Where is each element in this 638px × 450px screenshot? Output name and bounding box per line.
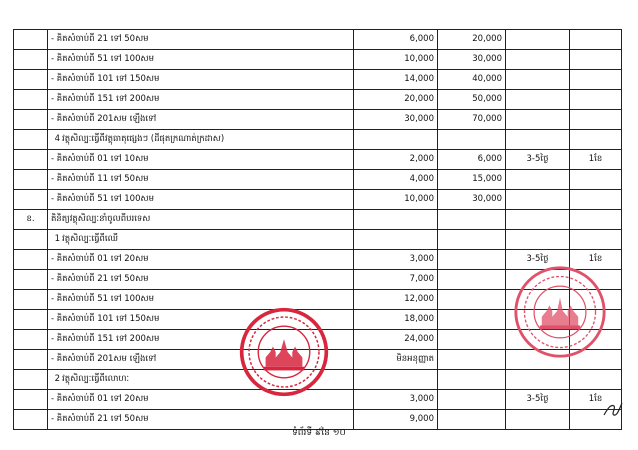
official-seal-icon: [236, 306, 332, 398]
row-index-cell: [14, 270, 48, 290]
validity-cell: [570, 190, 622, 210]
row-index-cell: [14, 310, 48, 330]
fee-amount-cell: 4,000: [354, 170, 438, 190]
duration-cell: [506, 130, 570, 150]
row-label-cell: - គិតសំចាប់ពី 201សម ឡើងទៅ: [48, 350, 354, 370]
table-row: [14, 170, 622, 190]
duration-cell: [506, 50, 570, 70]
duration-cell: [506, 230, 570, 250]
row-label-cell: តិនិត្យវត្ថុសិល្បៈនាំចូលពីបរទេស: [48, 210, 354, 230]
official-seal-icon: [510, 264, 610, 360]
page-footer: ទំព័រទី ៩នៃ ១០: [292, 428, 346, 438]
fee-amount-cell: [438, 290, 506, 310]
table-row: [14, 150, 622, 170]
duration-cell: [506, 70, 570, 90]
subheading-number: 4: [54, 134, 60, 145]
fee-amount-cell: [354, 130, 438, 150]
row-index-cell: [14, 150, 48, 170]
row-index-cell: [14, 250, 48, 270]
table-row: [14, 30, 622, 50]
fee-amount-cell: 30,000: [438, 50, 506, 70]
row-label-cell: - គិតសំចាប់ពី 01 ទៅ 20សម: [48, 390, 354, 410]
fee-amount-cell: [438, 350, 506, 370]
subheading-number: 2: [54, 374, 60, 385]
row-index-cell: [14, 230, 48, 250]
fee-amount-cell: [354, 230, 438, 250]
validity-cell: [570, 130, 622, 150]
validity-cell: [570, 70, 622, 90]
subheading-label: វត្ថុសិល្បៈធ្វើពីវត្ថុធាតុផ្សេងៗ (ដីផុតក្រណាត់ក្រដាស): [62, 134, 225, 145]
row-index-cell: [14, 50, 48, 70]
subheading-label: វត្ថុសិល្បៈធ្វើពីលោហៈ: [62, 374, 130, 385]
validity-cell: [570, 210, 622, 230]
row-index-cell: [14, 130, 48, 150]
row-index-cell: [14, 370, 48, 390]
table-row: [14, 190, 622, 210]
row-index-cell: ខ.: [14, 210, 48, 230]
fee-amount-cell: 10,000: [354, 190, 438, 210]
row-index-cell: [14, 290, 48, 310]
validity-cell: [570, 370, 622, 390]
duration-cell: [506, 190, 570, 210]
validity-cell: [570, 110, 622, 130]
row-label-cell: [48, 130, 354, 150]
validity-cell: [570, 90, 622, 110]
fee-amount-cell: [438, 210, 506, 230]
row-label-cell: - គិតសំចាប់ពី 01 ទៅ 20សម: [48, 250, 354, 270]
row-label-cell: [48, 230, 354, 250]
duration-cell: [506, 170, 570, 190]
fee-amount-cell: 20,000: [354, 90, 438, 110]
subheading-number: 1: [54, 234, 60, 245]
fee-amount-cell: 18,000: [354, 310, 438, 330]
fee-amount-cell: 30,000: [354, 110, 438, 130]
fee-amount-cell: 9,000: [354, 410, 438, 430]
fee-amount-cell: [438, 250, 506, 270]
row-label-cell: - គិតសំចាប់ពី 21 ទៅ 50សម: [48, 30, 354, 50]
fee-amount-cell: [354, 210, 438, 230]
row-label-cell: - គិតសំចាប់ពី 21 ទៅ 50សម: [48, 410, 354, 430]
row-index-cell: [14, 30, 48, 50]
validity-cell: 1ខែ: [570, 250, 622, 270]
row-index-cell: [14, 190, 48, 210]
fee-amount-cell: 14,000: [354, 70, 438, 90]
table-row: [14, 110, 622, 130]
fee-amount-cell: 10,000: [354, 50, 438, 70]
fee-amount-cell: 70,000: [438, 110, 506, 130]
fee-amount-cell: [438, 370, 506, 390]
row-index-cell: [14, 110, 48, 130]
fee-amount-cell: 2,000: [354, 150, 438, 170]
duration-cell: [506, 30, 570, 50]
fee-amount-cell: [438, 270, 506, 290]
fee-amount-cell: 12,000: [354, 290, 438, 310]
validity-cell: 1ខែ: [570, 150, 622, 170]
row-label-cell: - គិតសំចាប់ពី 151 ទៅ 200សម: [48, 330, 354, 350]
fee-amount-cell: [438, 310, 506, 330]
row-label-cell: - គិតសំចាប់ពី 51 ទៅ 100សម: [48, 50, 354, 70]
row-label-cell: - គិតសំចាប់ពី 51 ទៅ 100សម: [48, 190, 354, 210]
validity-cell: [570, 50, 622, 70]
duration-cell: 3-5ថ្ងៃ: [506, 250, 570, 270]
duration-cell: [506, 90, 570, 110]
table-row: [14, 70, 622, 90]
subheading-label: វត្ថុសិល្បៈធ្វើពីឈើ: [62, 234, 118, 245]
row-label-cell: - គិតសំចាប់ពី 101 ទៅ 150សម: [48, 70, 354, 90]
fee-amount-cell: 3,000: [354, 390, 438, 410]
table-row: [14, 210, 622, 230]
row-label-cell: - គិតសំចាប់ពី 101 ទៅ 150សម: [48, 310, 354, 330]
fee-amount-cell: [438, 130, 506, 150]
duration-cell: 3-5ថ្ងៃ: [506, 390, 570, 410]
row-index-cell: [14, 330, 48, 350]
validity-cell: [570, 230, 622, 250]
duration-cell: [506, 210, 570, 230]
fee-amount-cell: [438, 230, 506, 250]
validity-cell: 1ខែ: [570, 390, 622, 410]
row-index-cell: [14, 90, 48, 110]
fee-amount-cell: 24,000: [354, 330, 438, 350]
row-label-cell: - គិតសំចាប់ពី 151 ទៅ 200សម: [48, 90, 354, 110]
duration-cell: 3-5ថ្ងៃ: [506, 150, 570, 170]
fee-amount-cell: 3,000: [354, 250, 438, 270]
fee-amount-cell: 20,000: [438, 30, 506, 50]
signature-icon: [602, 400, 624, 418]
duration-cell: [506, 110, 570, 130]
fee-amount-cell: 15,000: [438, 170, 506, 190]
table-row: [14, 90, 622, 110]
row-label-cell: - គិតសំចាប់ពី 51 ទៅ 100សម: [48, 290, 354, 310]
row-index-cell: [14, 350, 48, 370]
fee-amount-cell: 6,000: [438, 150, 506, 170]
fee-amount-cell: 50,000: [438, 90, 506, 110]
row-label-cell: - គិតសំចាប់ពី 21 ទៅ 50សម: [48, 270, 354, 290]
validity-cell: [570, 30, 622, 50]
fee-amount-cell: មិនអនុញ្ញាត: [354, 350, 438, 370]
table-row: [14, 130, 622, 150]
fee-amount-cell: [354, 370, 438, 390]
row-index-cell: [14, 390, 48, 410]
fee-amount-cell: 40,000: [438, 70, 506, 90]
table-row: [14, 50, 622, 70]
row-index-cell: [14, 170, 48, 190]
row-label-cell: - គិតសំចាប់ពី 11 ទៅ 50សម: [48, 170, 354, 190]
row-label-cell: - គិតសំចាប់ពី 01 ទៅ 10សម: [48, 150, 354, 170]
fee-amount-cell: 7,000: [354, 270, 438, 290]
fee-amount-cell: 6,000: [354, 30, 438, 50]
table-row: [14, 230, 622, 250]
row-label-cell: - គិតសំចាប់ពី 201សម ឡើងទៅ: [48, 110, 354, 130]
duration-cell: [506, 370, 570, 390]
fee-amount-cell: 30,000: [438, 190, 506, 210]
fee-amount-cell: [438, 390, 506, 410]
validity-cell: [570, 170, 622, 190]
row-index-cell: [14, 70, 48, 90]
fee-amount-cell: [438, 330, 506, 350]
